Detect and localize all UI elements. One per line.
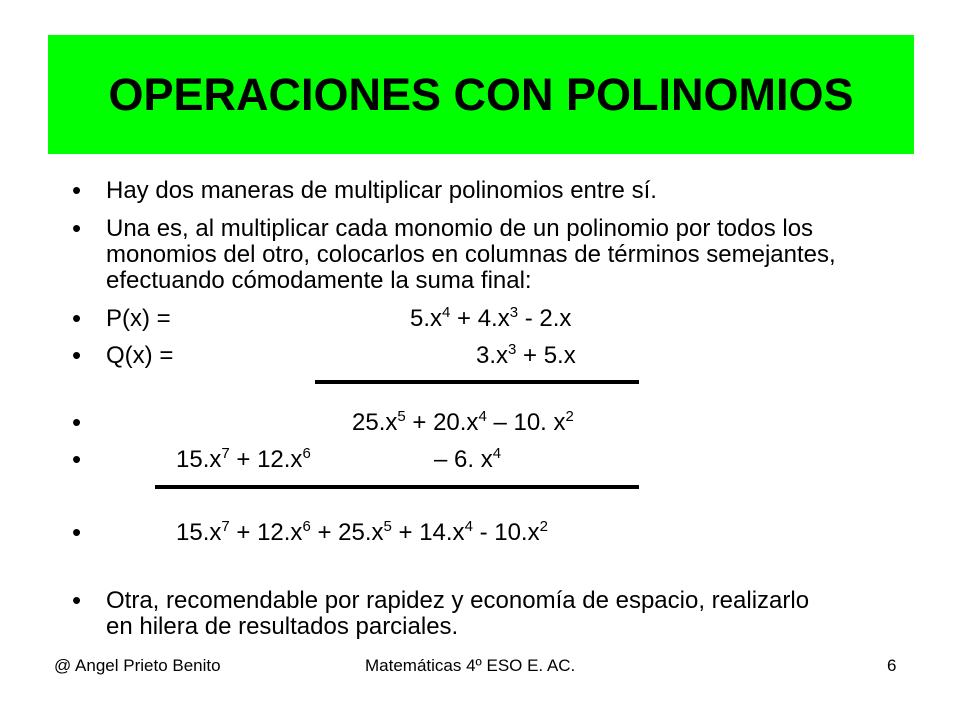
sum-line bbox=[155, 485, 639, 489]
partial-product-2-term: – 6. $x^4$ bbox=[434, 445, 502, 473]
footer-author: @ Angel Prieto Benito bbox=[54, 656, 221, 675]
bullet-marker: • bbox=[72, 585, 82, 615]
partial-product-1: $25.x^5 + 20.x^4 - 10$. $x^2$ bbox=[352, 408, 574, 436]
bullet-marker: • bbox=[72, 517, 82, 547]
q-label: Q(x) = bbox=[106, 342, 174, 369]
slide-title: OPERACIONES CON POLINOMIOS bbox=[108, 68, 854, 120]
intro-text: Hay dos maneras de multiplicar polinomios entre sí. bbox=[106, 177, 657, 204]
q-polynomial: $3.x^3 + 5.x$ bbox=[476, 341, 576, 369]
product-result: $15.x^7 + 12.x^6 + 25.x^5 + 14.x^4 - 10.x^2$ bbox=[176, 518, 548, 546]
p-label: P(x) = bbox=[106, 305, 171, 332]
bullet-marker: • bbox=[72, 213, 82, 243]
bullet-marker: • bbox=[72, 303, 82, 333]
footer-page-number: 6 bbox=[887, 656, 897, 675]
divider-line bbox=[315, 380, 639, 384]
bullet-marker: • bbox=[72, 407, 82, 437]
method-one-text: Una es, al multiplicar cada monomio de un polinomio por todos los monomios del otro, colocarlos en columnas de términos semejantes, efectuando cómodamente la suma final: bbox=[106, 215, 836, 294]
bullet-marker: • bbox=[72, 340, 82, 370]
bullet-marker: • bbox=[72, 175, 82, 205]
title-banner bbox=[48, 35, 914, 154]
p-polynomial: $5.x^4 + 4.x^3 - 2.x$ bbox=[410, 304, 572, 332]
footer-course: Matemáticas 4º ESO E. AC. bbox=[365, 656, 576, 675]
method-two-text: Otra, recomendable por rapidez y economía de espacio, realizarlo en hilera de resultados parciales. bbox=[106, 587, 810, 640]
bullet-marker: • bbox=[72, 444, 82, 474]
partial-product-2: $15.x^7 + 12.x^6$ bbox=[176, 445, 311, 473]
